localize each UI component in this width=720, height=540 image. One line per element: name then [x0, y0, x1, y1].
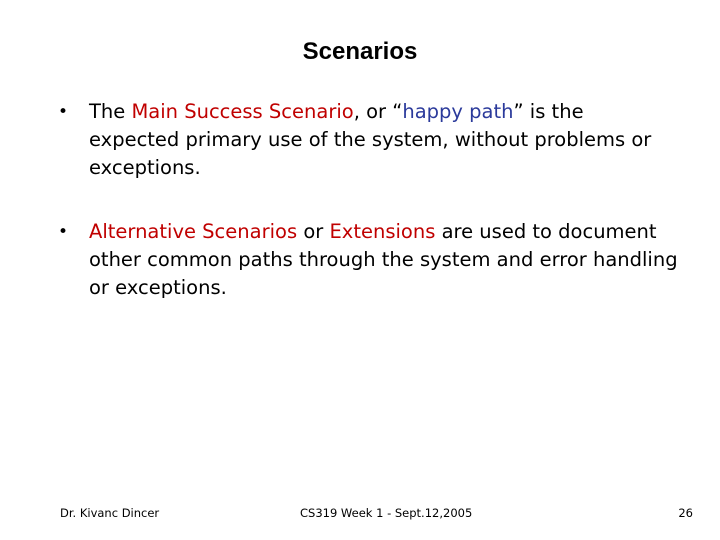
term-extensions: Extensions [329, 220, 436, 243]
footer-page-number: 26 [678, 506, 693, 520]
bullet-item [58, 98, 678, 182]
bullet-text-segment: The [89, 100, 132, 123]
bullet-marker: • [58, 102, 69, 122]
footer-course: CS319 Week 1 - Sept.12,2005 [300, 506, 473, 520]
bullet-text-segment: ” is the expected primary use of the system, without problems or exceptions. [89, 100, 652, 179]
bullet-marker: • [58, 222, 69, 242]
term-main-success-scenario: Main Success Scenario [131, 100, 354, 123]
bullet-list [58, 98, 678, 338]
bullet-text [89, 100, 651, 179]
term-happy-path: happy path [402, 100, 514, 123]
bullet-text [89, 220, 678, 299]
footer-author: Dr. Kivanc Dincer [60, 506, 160, 520]
term-alternative-scenarios: Alternative Scenarios [89, 220, 298, 243]
slide-title: Scenarios [302, 38, 418, 65]
bullet-text-segment: or [297, 220, 330, 243]
bullet-text-segment: are used to document other common paths through the system and error handling or exceptions. [89, 220, 678, 299]
bullet-text-segment: , or “ [353, 100, 403, 123]
bullet-item [58, 218, 678, 302]
